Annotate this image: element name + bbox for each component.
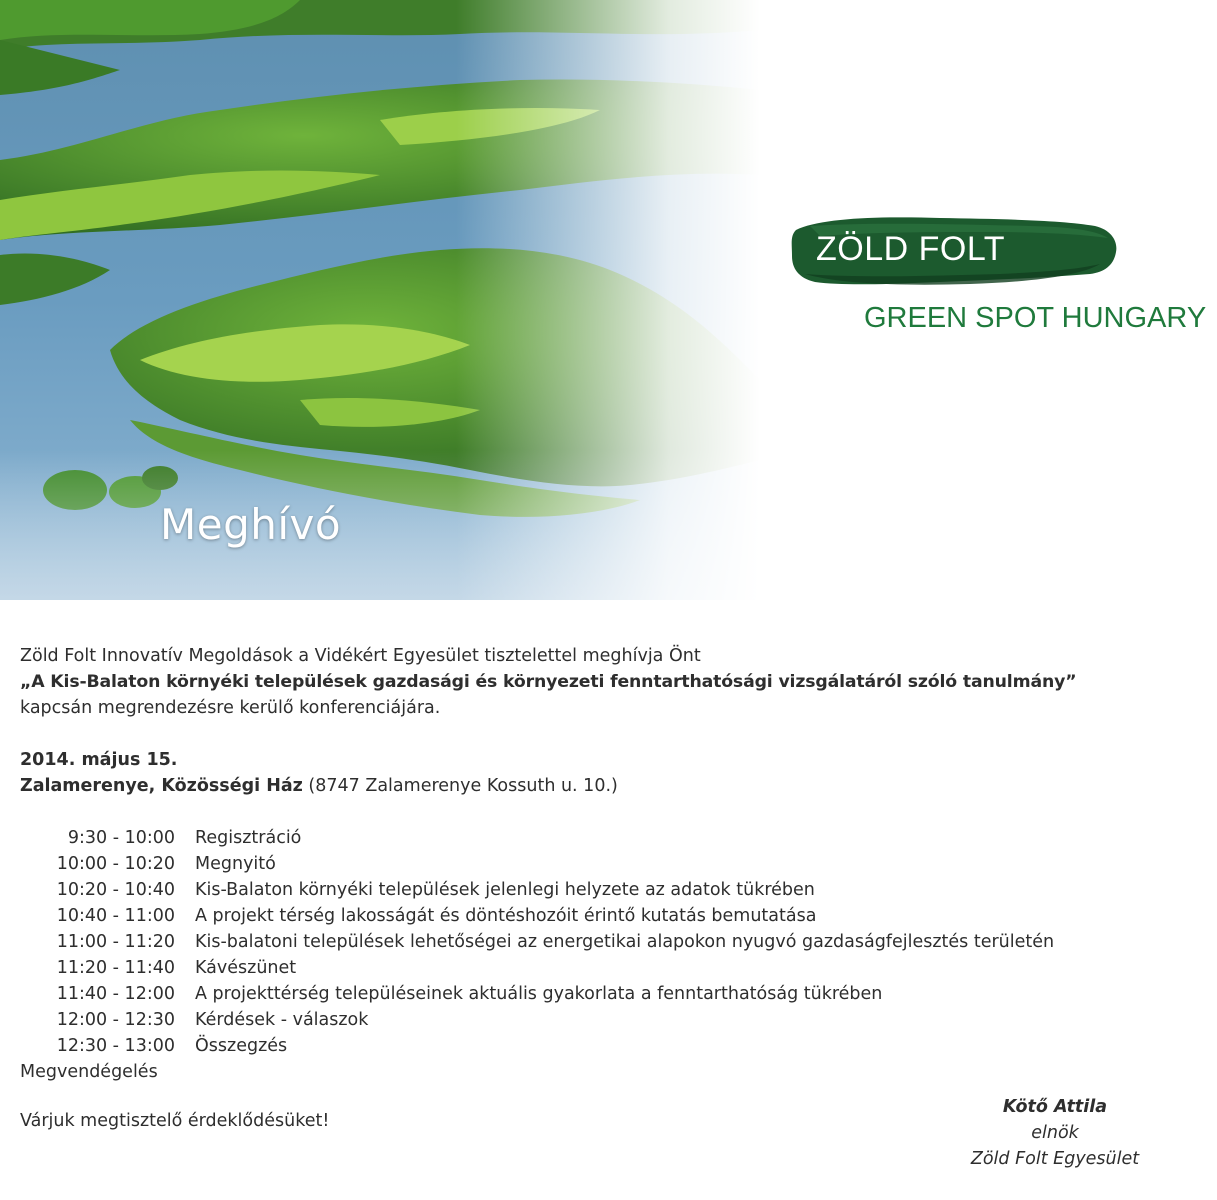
logo-tagline: GREEN SPOT HUNGARY (864, 302, 1207, 334)
intro-line: Zöld Folt Innovatív Megoldások a Vidékért Egyesület tisztelettel meghívja Önt (20, 646, 701, 666)
agenda-time: 9:30 - 10:00 (67, 828, 175, 848)
signatory-role: elnök (1031, 1123, 1079, 1143)
agenda-time: 11:20 - 11:40 (56, 958, 175, 978)
agenda-item (20, 981, 1210, 1007)
signatory-name: Kötő Attila (1002, 1097, 1108, 1117)
conference-title: „A Kis-Balaton környéki települések gazdasági és környezeti fenntarthatósági vizsgálatáról szóló tanulmány” (20, 672, 1077, 692)
closing-line: Várjuk megtisztelő érdeklődésüket! (20, 1111, 330, 1131)
organization-logo (790, 212, 1210, 342)
logo-name: ZÖLD FOLT (816, 230, 1005, 268)
agenda-title: Regisztráció (195, 828, 302, 848)
agenda-item (20, 955, 1210, 981)
agenda-time: 12:30 - 13:00 (56, 1036, 175, 1056)
agenda-item (20, 877, 1210, 903)
agenda-item (20, 903, 1210, 929)
invitation-body (20, 643, 1210, 1085)
signatory-organization: Zöld Folt Egyesület (970, 1149, 1140, 1169)
agenda-time: 10:00 - 10:20 (56, 854, 175, 874)
agenda-item (20, 1033, 1210, 1059)
agenda-item (20, 825, 1210, 851)
agenda-title: Kis-balatoni települések lehetőségei az energetikai alapokon nyugvó gazdaságfejlesztés területén (195, 932, 1055, 952)
lake-landscape-illustration (0, 0, 760, 600)
intro-line-end: kapcsán megrendezésre kerülő konferenciájára. (20, 698, 441, 718)
agenda-title: Kérdések - válaszok (195, 1010, 369, 1030)
agenda-title: Összegzés (195, 1036, 288, 1056)
agenda-time: 11:00 - 11:20 (56, 932, 175, 952)
event-address: (8747 Zalamerenye Kossuth u. 10.) (308, 776, 618, 796)
event-venue: Zalamerenye, Közösségi Ház (20, 776, 303, 796)
agenda-time: 11:40 - 12:00 (56, 984, 175, 1004)
event-location (20, 773, 1210, 799)
agenda-title: A projekttérség településeinek aktuális gyakorlata a fenntarthatóság tükrében (195, 984, 883, 1004)
signature-block (880, 1094, 1217, 1172)
event-date: 2014. május 15. (20, 750, 178, 770)
hero-image (0, 0, 760, 600)
agenda-title: Kávészünet (195, 958, 297, 978)
agenda-item (20, 1007, 1210, 1033)
agenda-title: A projekt térség lakosságát és döntéshozóit érintő kutatás bemutatása (195, 906, 817, 926)
catering-note: Megvendégelés (20, 1062, 158, 1082)
agenda-time: 10:40 - 11:00 (56, 906, 175, 926)
agenda-title: Megnyitó (195, 854, 276, 874)
agenda-item (20, 851, 1210, 877)
agenda-time: 10:20 - 10:40 (56, 880, 175, 900)
agenda-title: Kis-Balaton környéki települések jelenlegi helyzete az adatok tükrében (195, 880, 815, 900)
agenda-item (20, 929, 1210, 955)
agenda-list (20, 825, 1210, 1059)
agenda-time: 12:00 - 12:30 (56, 1010, 175, 1030)
invitation-title: Meghívó (160, 500, 342, 549)
